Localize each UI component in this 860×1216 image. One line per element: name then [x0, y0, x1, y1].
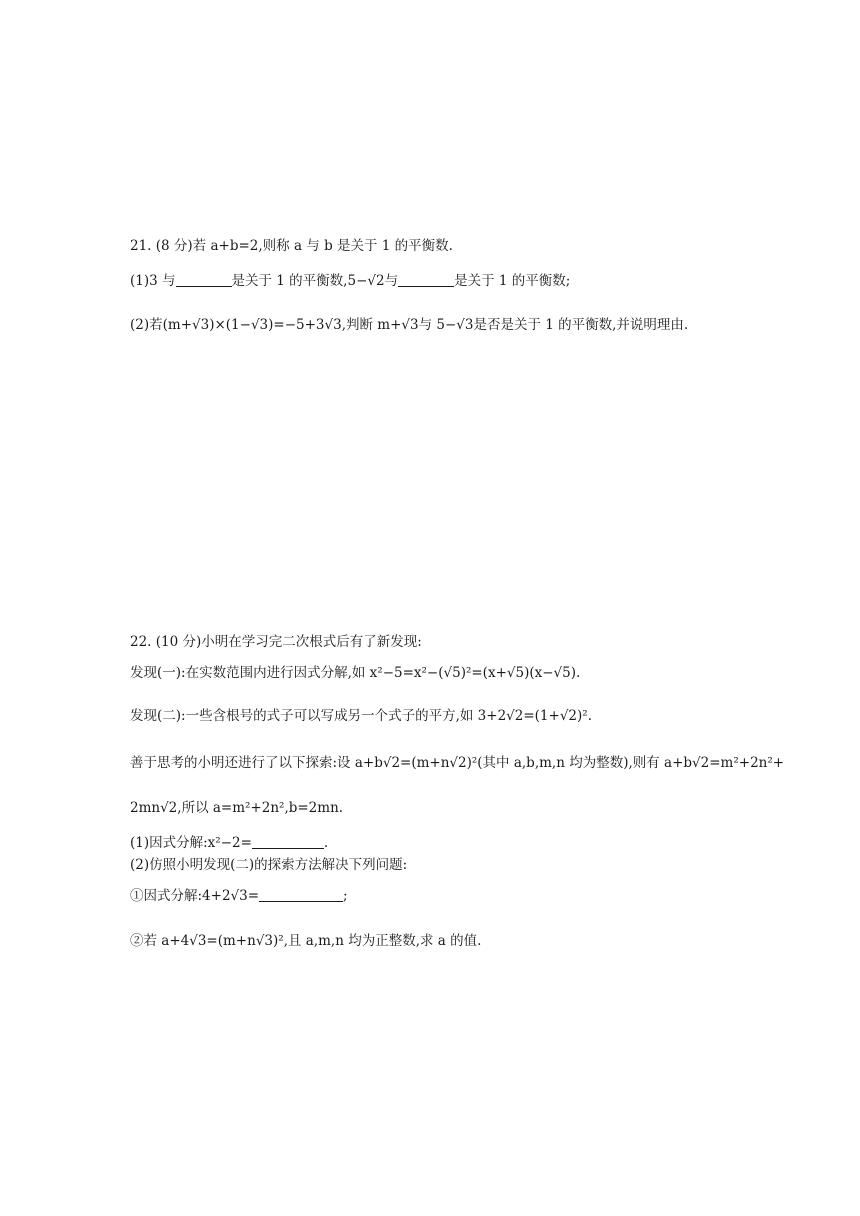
q22-finding-2: 发现(二):一些含根号的式子可以写成另一个式子的平方,如 3+2√2=(1+√2)².	[130, 708, 592, 724]
q22-sub2: ②若 a+4√3=(m+n√3)²,且 a,m,n 均为正整数,求 a 的值.	[130, 933, 482, 949]
q21-part2: (2)若(m+√3)×(1−√3)=−5+3√3,判断 m+√3与 5−√3是否是关于 1 的平衡数,并说明理由.	[130, 317, 689, 333]
q21-part1-a: (1)3 与	[130, 273, 176, 289]
q22-sub1-b: ;	[343, 888, 348, 904]
answer-blank-3[interactable]	[252, 834, 324, 849]
answer-blank-4[interactable]	[259, 887, 343, 902]
q21-part1-c: 是关于 1 的平衡数;	[454, 273, 571, 289]
q22-sub1	[130, 886, 348, 906]
q22-part1-b: .	[323, 835, 329, 851]
q21-part1-b: 是关于 1 的平衡数,5−√2与	[231, 273, 399, 289]
q22-sub1-a: ①因式分解:4+2√3=	[130, 888, 260, 904]
q21-title: 21. (8 分)若 a+b=2,则称 a 与 b 是关于 1 的平衡数.	[130, 238, 453, 254]
q22-finding-1: 发现(一):在实数范围内进行因式分解,如 x²−5=x²−(√5)²=(x+√5)(x−√5).	[130, 665, 581, 681]
q22-part2: (2)仿照小明发现(二)的探索方法解决下列问题:	[130, 857, 408, 873]
answer-blank-1[interactable]	[176, 272, 232, 287]
q21-part1	[130, 271, 570, 291]
q22-part1	[130, 833, 328, 853]
q22-part1-a: (1)因式分解:x²−2=	[130, 835, 252, 851]
q22-exploration-line-1: 善于思考的小明还进行了以下探索:设 a+b√2=(m+n√2)²(其中 a,b,m,n 均为整数),则有 a+b√2=m²+2n²+	[130, 755, 785, 771]
q22-exploration-line-2: 2mn√2,所以 a=m²+2n²,b=2mn.	[130, 800, 344, 816]
q22-title: 22. (10 分)小明在学习完二次根式后有了新发现:	[130, 634, 422, 650]
answer-blank-2[interactable]	[398, 272, 454, 287]
